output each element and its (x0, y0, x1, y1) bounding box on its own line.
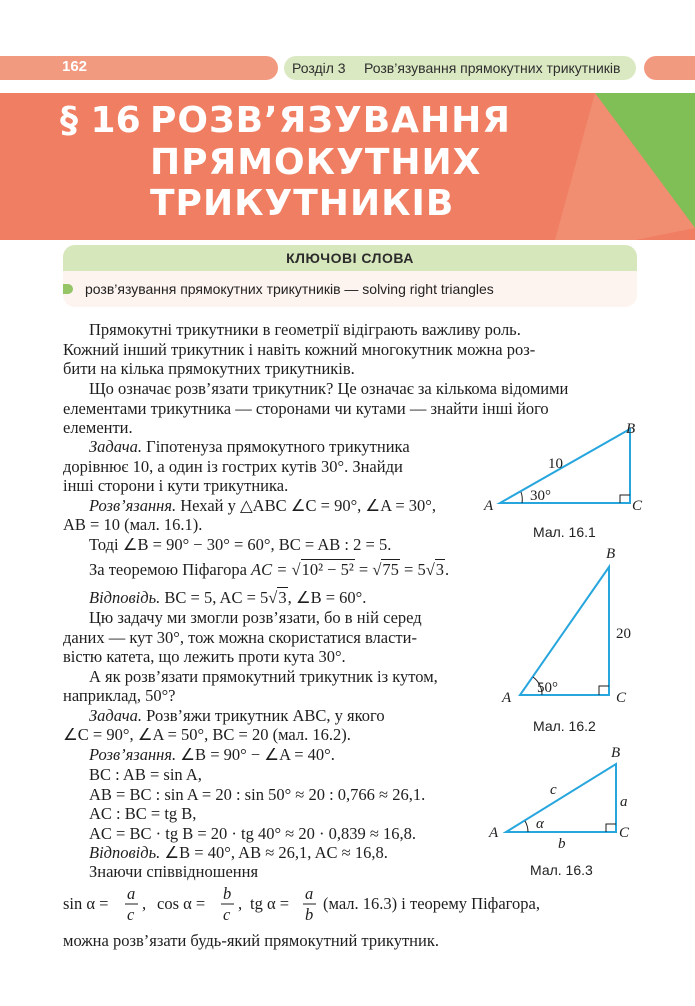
keywords-heading: КЛЮЧОВІ СЛОВА (286, 250, 414, 266)
answer-part-c: , ∠B = 60°. (287, 588, 367, 607)
task2-sol-line3: AB = BC : sin A = 20 : sin 50° ≈ 20 : 0,766 ≈ 26,1. (89, 785, 426, 804)
comma-1: , (142, 894, 147, 913)
cos-label: cos α = (157, 894, 206, 913)
task2-label: Задача. (89, 706, 143, 725)
side-c: c (550, 782, 557, 798)
page-number: 162 (62, 58, 88, 75)
period: . (445, 560, 450, 579)
header-left-bar (0, 56, 278, 80)
task2-sol-line2: BC : AB = sin A, (89, 765, 202, 784)
figure-16-2 (490, 540, 650, 710)
vertex-a: A (484, 498, 494, 514)
task1-line1 (89, 437, 410, 456)
triangle-16-1 (500, 429, 630, 503)
angle-label: 30° (530, 488, 551, 504)
title-line-3: ТРИКУТНИКІВ (150, 183, 455, 224)
vertex-b: B (611, 745, 621, 761)
task2-line1 (89, 706, 385, 725)
caption-16-3: Мал. 16.3 (530, 862, 593, 878)
intro-p1-line2: Кожний інший трикутник і навіть кожний многокутник можна роз- (63, 340, 536, 359)
task1-sol-line3: Тоді ∠B = 90° − 30° = 60°, BC = AB : 2 = 5. (89, 535, 392, 554)
right-angle-mark (606, 824, 616, 832)
section-number: § 16 (60, 100, 141, 141)
task1-answer: Відповідь. BC = 5, AC = 5√3, ∠B = 60°. (89, 588, 367, 607)
task2-sol-line4: AC : BC = tg B, (89, 804, 197, 823)
comma-2: , (238, 894, 243, 913)
right-angle-mark (599, 686, 609, 695)
pythagoras-text: За теоремою Піфагора (89, 560, 247, 579)
task1-sol-line4: За теоремою Піфагора AC = √10² − 5² = √75 = 5√3. (89, 560, 450, 579)
bullet-marker (63, 284, 73, 294)
intro-p2-line3: елементи. (63, 418, 133, 437)
task2-answer (89, 843, 388, 862)
task2-sol-text1: ∠B = 90° − ∠A = 40°. (180, 745, 335, 764)
angle-label: 50° (537, 680, 558, 696)
vertex-a: A (502, 690, 512, 706)
task1-sol-text1: Нехай у △ABC ∠C = 90°, ∠A = 30°, (180, 496, 436, 515)
keywords-box (63, 245, 637, 307)
vertex-a: A (489, 825, 499, 841)
sqrt-radicand-1: 10² − 5² (301, 560, 354, 579)
tg-label: tg α = (250, 894, 290, 913)
triangle-16-2 (520, 567, 609, 695)
cos-den: c (223, 905, 231, 924)
title-line-2: ПРЯМОКУТНИХ (150, 142, 482, 183)
banner-decoration (555, 93, 695, 240)
vertex-c: C (632, 498, 643, 514)
task1-p2-line1: А як розв’язати прямокутний трикутник із кутом, (89, 667, 438, 686)
task1-line2: дорівнює 10, а один із гострих кутів 30°. Знайди (63, 457, 403, 476)
closing-rest: (мал. 16.3) і теорему Піфагора, (323, 894, 540, 913)
sin-label: sin α = (63, 894, 109, 913)
task1-text1: Гіпотенуза прямокутного трикутника (146, 437, 410, 456)
task1-sol-line2: AB = 10 (мал. 16.1). (63, 515, 203, 534)
sin-num: a (127, 884, 136, 903)
header-chapter-bar (284, 56, 636, 80)
side-b: b (558, 836, 566, 850)
chapter-label: Розділ 3 (292, 60, 346, 76)
header-right-bar (644, 56, 695, 80)
task1-label: Задача. (89, 437, 143, 456)
task2-answer-label: Відповідь. (89, 843, 161, 862)
eq-five: = 5 (404, 560, 426, 579)
task2-line2: ∠C = 90°, ∠A = 50°, BC = 20 (мал. 16.2). (63, 725, 351, 744)
right-angle-mark (620, 495, 630, 503)
vertex-c: C (616, 690, 627, 706)
vertex-c: C (619, 825, 630, 841)
vertex-b: B (606, 546, 616, 562)
ac-eq: AC = (251, 560, 288, 579)
sqrt-radicand-2: 75 (382, 560, 399, 579)
eq-sign: = (358, 560, 369, 579)
task1-answer-label: Відповідь. (89, 588, 161, 607)
closing-line3: можна розв’язати будь-який прямокутний трикутник. (63, 931, 439, 950)
task1-p1-line1: Цю задачу ми змогли розв’язати, бо в ній серед (89, 608, 422, 627)
angle-label: α (536, 816, 544, 832)
task2-sol-line5: AC = BC · tg B = 20 · tg 40° ≈ 20 · 0,839 ≈ 16,8. (89, 824, 417, 843)
figure-16-3 (480, 740, 650, 850)
title-line-1: РОЗВ’ЯЗУВАННЯ (150, 100, 512, 141)
task2-solution-label: Розв’язання. (89, 745, 177, 764)
triangle-16-3 (506, 764, 616, 832)
cos-num: b (223, 884, 232, 903)
task1-line3: інші сторони і кути трикутника. (63, 476, 289, 495)
intro-p1-line1: Прямокутні трикутники в геометрії відіграють важливу роль. (89, 320, 521, 339)
hypotenuse-label: 10 (548, 456, 563, 472)
side-a: a (620, 794, 628, 810)
chapter-title: Розв’язування прямокутних трикутників (364, 60, 621, 76)
intro-p1-line3: бити на кілька прямокутних трикутників. (63, 359, 355, 378)
angle-arc (521, 492, 522, 503)
intro-p2-line1: Що означає розв’язати трикутник? Це означає за кількома відомими (89, 379, 569, 398)
task1-p1-line2: даних — кут 30°, тож можна скористатися власти- (63, 628, 417, 647)
answer-radicand: 3 (278, 588, 287, 607)
vertex-b: B (626, 421, 636, 437)
caption-16-1: Мал. 16.1 (533, 524, 596, 540)
task1-sol-line1 (89, 496, 436, 515)
angle-arc (525, 821, 528, 832)
sqrt-radicand-3: 3 (435, 560, 445, 579)
keyword-item: розв’язування прямокутних трикутників — solving right triangles (85, 281, 494, 297)
task1-solution-label: Розв’язання. (89, 496, 177, 515)
sin-den: c (127, 905, 135, 924)
tg-den: b (305, 905, 314, 924)
task2-answer-text: ∠B = 40°, AB ≈ 26,1, AC ≈ 16,8. (164, 843, 388, 862)
task2-sol-line1 (89, 745, 335, 764)
tg-num: a (305, 884, 314, 903)
task1-p2-line2: наприклад, 50°? (63, 686, 176, 705)
answer-part-a: BC = 5, AC = 5 (164, 588, 269, 607)
trig-formulas (63, 882, 623, 928)
figure-16-1 (470, 415, 650, 515)
task1-p1-line3: вістю катета, що лежить проти кута 30°. (63, 647, 346, 666)
caption-16-2: Мал. 16.2 (533, 718, 596, 734)
leg-label: 20 (616, 626, 631, 642)
closing-line1: Знаючи співвідношення (89, 862, 259, 881)
task2-text1: Розв’яжи трикутник ABC, у якого (146, 706, 385, 725)
intro-p2-line2: елементами трикутника — сторонами чи кутами — знайти інші його (63, 399, 549, 418)
